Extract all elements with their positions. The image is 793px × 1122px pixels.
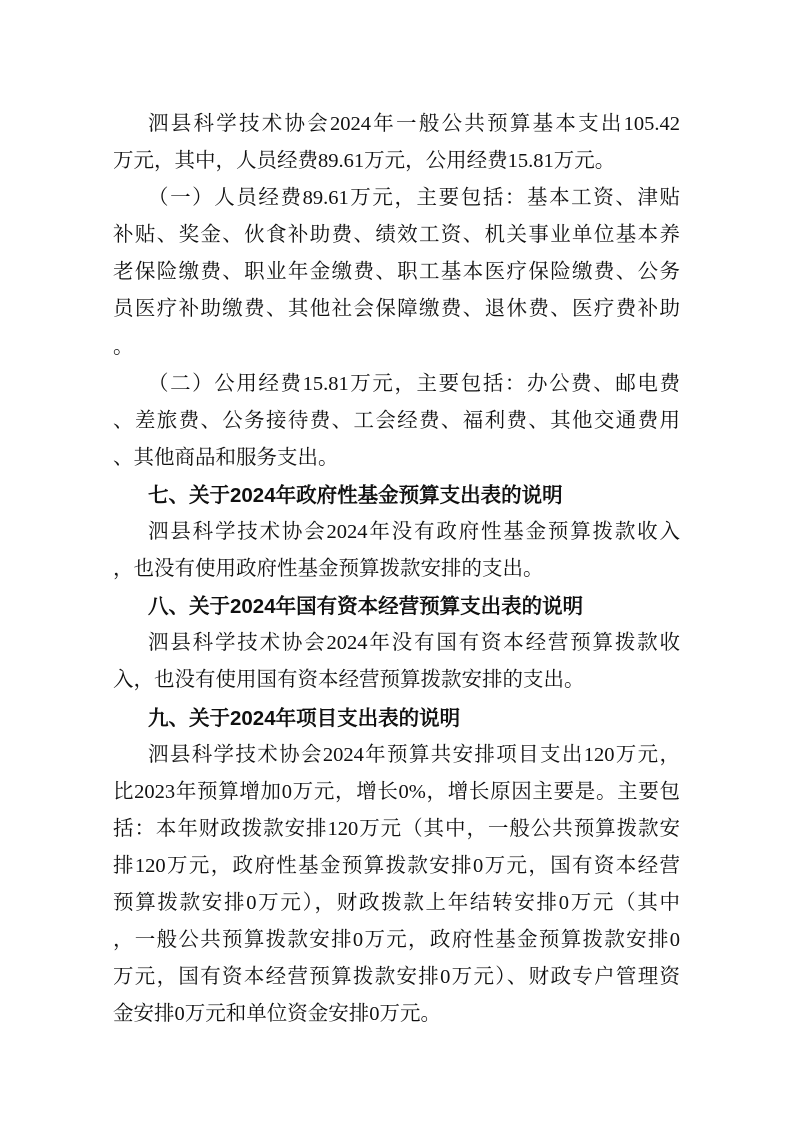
section-9-project-expenditure xyxy=(113,700,680,1034)
paragraph-public-expenses xyxy=(113,366,680,477)
document-page xyxy=(113,106,680,1033)
text-line: 金安排0万元和单位资金安排0万元。 xyxy=(113,1003,441,1026)
text-line: ，一般公共预算拨款安排0万元，政府性基金预算拨款安排0 xyxy=(113,929,680,952)
text-line: 排120万元，政府性基金预算拨款安排0万元，国有资本经营 xyxy=(113,854,680,877)
text-line: 、其他商品和服务支出。 xyxy=(113,446,339,469)
text-line: 万元，国有资本经营预算拨款安排0万元）、财政专户管理资 xyxy=(113,966,680,989)
text-line: 括：本年财政拨款安排120万元（其中，一般公共预算拨款安 xyxy=(113,817,680,840)
paragraph-personnel-expenses xyxy=(113,180,680,365)
section-7-government-fund xyxy=(113,477,680,588)
text-line: 入，也没有使用国有资本经营预算拨款安排的支出。 xyxy=(113,669,585,692)
section-heading: 八、关于2024年国有资本经营预算支出表的说明 xyxy=(148,595,584,619)
section-heading: 九、关于2024年项目支出表的说明 xyxy=(148,706,461,730)
text-line: （二）公用经费15.81万元，主要包括：办公费、邮电费 xyxy=(148,372,680,395)
text-line: 比2023年预算增加0万元，增长0%，增长原因主要是。主要包 xyxy=(113,780,680,803)
section-heading: 七、关于2024年政府性基金预算支出表的说明 xyxy=(148,483,563,507)
text-line: 老保险缴费、职业年金缴费、职工基本医疗保险缴费、公务 xyxy=(113,261,680,284)
text-line: 泗县科学技术协会2024年没有政府性基金预算拨款收入 xyxy=(148,521,680,544)
text-line: 员医疗补助缴费、其他社会保障缴费、退休费、医疗费补助 xyxy=(113,298,680,321)
text-line: 预算拨款安排0万元），财政拨款上年结转安排0万元（其中 xyxy=(113,891,680,914)
text-line: 、差旅费、公务接待费、工会经费、福利费、其他交通费用 xyxy=(113,409,680,432)
text-line: 泗县科学技术协会2024年预算共安排项目支出120万元， xyxy=(148,743,680,766)
text-line: 万元，其中，人员经费89.61万元，公用经费15.81万元。 xyxy=(113,150,616,173)
text-line: 泗县科学技术协会2024年一般公共预算基本支出105.42 xyxy=(148,113,680,135)
section-8-state-capital xyxy=(113,588,680,699)
text-line: 。 xyxy=(113,335,134,358)
text-line: （一）人员经费89.61万元，主要包括：基本工资、津贴 xyxy=(148,187,680,210)
text-line: ，也没有使用政府性基金预算拨款安排的支出。 xyxy=(113,558,544,581)
paragraph-basic-expenditure-summary xyxy=(113,106,680,180)
text-line: 补贴、奖金、伙食补助费、绩效工资、机关事业单位基本养 xyxy=(113,224,680,247)
text-line: 泗县科学技术协会2024年没有国有资本经营预算拨款收 xyxy=(148,632,680,655)
